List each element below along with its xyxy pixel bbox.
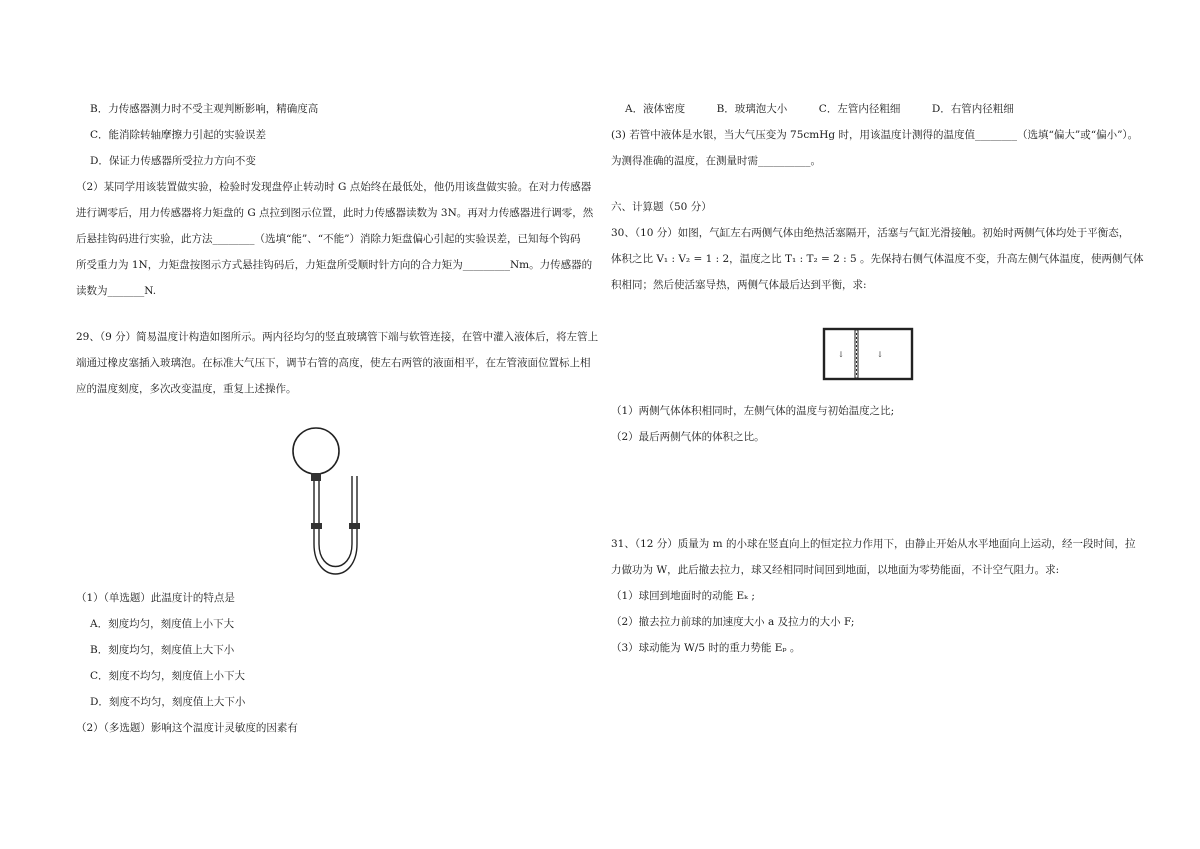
rubber-stopper bbox=[311, 473, 321, 481]
q29-part3-line1: (3) 若管中液体是水银，当大气压变为 75cmHg 时，用该温度计测得的温度值________（选填“偏大”或“偏小”）。 bbox=[611, 129, 1139, 141]
q30-subquestions bbox=[611, 398, 1131, 450]
q30-line1: 30、（10 分）如图，气缸左右两侧气体由绝热活塞隔开，活塞与气缸光滑接触。初始时两侧气体均处于平衡态， bbox=[611, 227, 1130, 239]
q29-line1: 29、（9 分）简易温度计构造如图所示。两内径均匀的竖直玻璃管下端与软管连接，在管中灌入液体后，将左管上 bbox=[76, 331, 599, 343]
cylinder-figure bbox=[822, 327, 914, 381]
option-c: C．能消除转轴摩擦力引起的实验误差 bbox=[90, 129, 267, 141]
q28-part2-line4: 所受重力为 1N，力矩盘按图示方式悬挂钩码后，力矩盘所受顺时针方向的合力矩为_________Nm。力传感器的 bbox=[76, 259, 593, 271]
q29-part2: （2）（多选题）影响这个温度计灵敏度的因素有 bbox=[76, 722, 298, 734]
q29-line3: 应的温度刻度，多次改变温度，重复上述操作。 bbox=[76, 383, 297, 395]
right-gas-mark: ↓ bbox=[876, 350, 884, 359]
section-6-heading: 六、计算题（50 分） bbox=[611, 201, 712, 213]
q28-part2-line1: （2）某同学用该装置做实验，检验时发现盘停止转动时 G 点始终在最低处，他仍用该盘做实验。在对力传感器 bbox=[76, 181, 592, 193]
left-column bbox=[76, 96, 599, 402]
q31-line1: 31、（12 分）质量为 m 的小球在竖直向上的恒定拉力作用下，由静止开始从水平地面向上运动，经一段时间，拉 bbox=[611, 538, 1136, 550]
q28-part2-line5: 读数为_______N. bbox=[76, 285, 157, 297]
q29-subquestions bbox=[76, 585, 596, 741]
q29-option-a: A．刻度均匀，刻度值上小下大 bbox=[90, 618, 235, 630]
q31-line2: 力做功为 W，此后撤去拉力，球又经相同时间回到地面，以地面为零势能面，不计空气阻力。求: bbox=[611, 564, 1060, 576]
thermometer-figure bbox=[286, 424, 386, 580]
glass-bulb bbox=[293, 428, 339, 474]
q31-block bbox=[611, 531, 1136, 661]
q28-part2-line3: 后悬挂钩码进行实验，此方法________（选填“能”、“不能”）消除力矩盘偏心引起的实验误差，已知每个钩码 bbox=[76, 233, 581, 245]
soft-tube bbox=[314, 544, 357, 574]
q29-part2-options: A．液体密度 B．玻璃泡大小 C．左管内径粗细 D．右管内径粗细 bbox=[625, 103, 1014, 115]
q30-part2: （2）最后两侧气体的体积之比。 bbox=[611, 431, 765, 443]
q28-part2-line2: 进行调零后，用力传感器将力矩盘的 G 点拉到图示位置，此时力传感器读数为 3N。再对力传感器进行调零，然 bbox=[76, 207, 594, 219]
q29-part1: （1）（单选题）此温度计的特点是 bbox=[76, 592, 235, 604]
left-gas-mark: ↓ bbox=[837, 350, 845, 359]
q30-line3: 积相同；然后使活塞导热，两侧气体最后达到平衡，求: bbox=[611, 279, 867, 291]
option-b: B．力传感器测力时不受主观判断影响，精确度高 bbox=[90, 103, 319, 115]
q31-part2: （2）撤去拉力前球的加速度大小 a 及拉力的大小 F; bbox=[611, 616, 855, 628]
q31-part3: （3）球动能为 W/5 时的重力势能 Eₚ 。 bbox=[611, 642, 801, 654]
q29-option-b: B．刻度均匀，刻度值上大下小 bbox=[90, 644, 235, 656]
q30-part1: （1）两侧气体体积相同时，左侧气体的温度与初始温度之比; bbox=[611, 405, 895, 417]
right-column bbox=[611, 96, 1144, 298]
q30-line2: 体积之比 V₁ : V₂ = 1 : 2，温度之比 T₁ : T₂ = 2 : 5 。先保持右侧气体温度不变，升高左侧气体温度，使两侧气体 bbox=[611, 253, 1144, 265]
q31-part1: （1）球回到地面时的动能 Eₖ ; bbox=[611, 590, 755, 602]
option-d: D．保证力传感器所受拉力方向不变 bbox=[90, 155, 256, 167]
q29-line2: 端通过橡皮塞插入玻璃泡。在标准大气压下，调节右管的高度，使左右两管的液面相平，在左管液面位置标上相 bbox=[76, 357, 591, 369]
q29-part3-line2: 为测得准确的温度，在测量时需__________。 bbox=[611, 155, 821, 167]
q29-option-d: D．刻度不均匀，刻度值上大下小 bbox=[90, 696, 246, 708]
q29-option-c: C．刻度不均匀，刻度值上小下大 bbox=[90, 670, 246, 682]
